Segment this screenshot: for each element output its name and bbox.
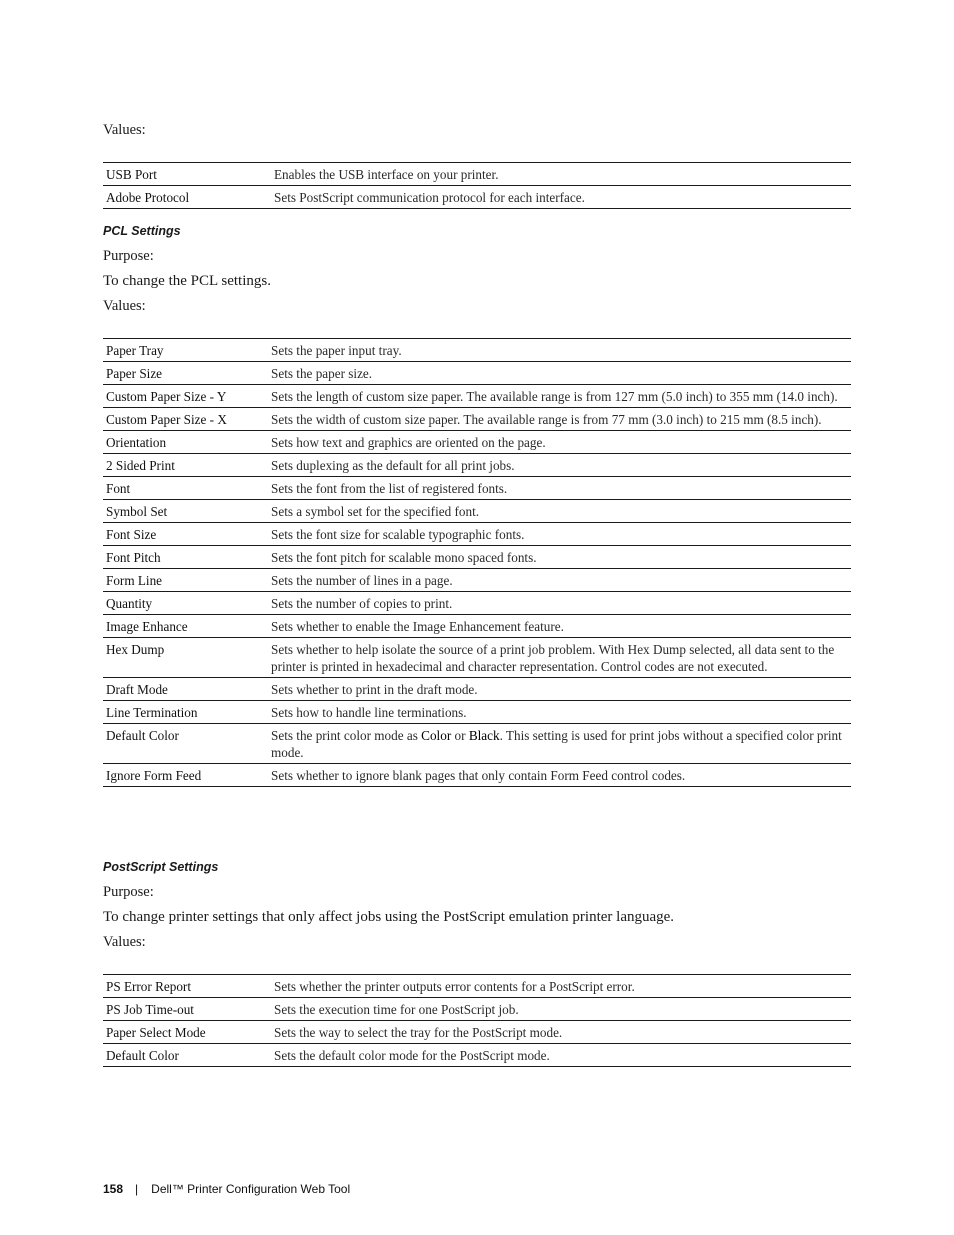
setting-description: Sets whether to help isolate the source of a print job problem. With Hex Dump selected, all data sent to the printer is printed in hexadecimal and character representation. Control codes are not executed. [271, 642, 835, 674]
setting-description: Sets how to handle line terminations. [271, 705, 467, 720]
setting-description: Sets the font from the list of registered fonts. [271, 481, 508, 496]
table-row [103, 454, 851, 477]
setting-name: Image Enhance [106, 619, 188, 634]
setting-description: Sets PostScript communication protocol for each interface. [274, 190, 585, 205]
setting-description: Sets the way to select the tray for the PostScript mode. [274, 1025, 563, 1040]
setting-description: Sets a symbol set for the specified font. [271, 504, 480, 519]
setting-description: Sets how text and graphics are oriented on the page. [271, 435, 546, 450]
setting-description: Sets whether to ignore blank pages that only contain Form Feed control codes. [271, 768, 686, 783]
postscript-purpose-label: Purpose: [103, 884, 154, 900]
setting-name: Paper Tray [106, 343, 164, 358]
setting-description: Sets whether to print in the draft mode. [271, 682, 478, 697]
setting-description: Sets the width of custom size paper. The available range is from 77 mm (3.0 inch) to 215 mm (8.5 inch). [271, 412, 822, 427]
setting-name: 2 Sided Print [106, 458, 175, 473]
setting-description [268, 724, 851, 764]
setting-description: Sets the font pitch for scalable mono spaced fonts. [271, 550, 537, 565]
table-row [103, 339, 851, 362]
setting-description: Sets the number of lines in a page. [271, 573, 453, 588]
description-text: or [451, 728, 469, 743]
table-row [103, 431, 851, 454]
pcl-purpose-label: Purpose: [103, 248, 154, 264]
setting-name: Default Color [106, 1048, 179, 1063]
table-row [103, 362, 851, 385]
setting-name: Default Color [106, 728, 179, 743]
setting-name: Ignore Form Feed [106, 768, 202, 783]
setting-name: Paper Size [106, 366, 163, 381]
setting-name: Font Size [106, 527, 157, 542]
pcl-values-label: Values: [103, 298, 146, 314]
setting-description: Sets duplexing as the default for all print jobs. [271, 458, 515, 473]
setting-name: Adobe Protocol [106, 190, 190, 205]
postscript-purpose-text: To change printer settings that only affect jobs using the PostScript emulation printer language. [103, 909, 675, 925]
setting-name: Line Termination [106, 705, 198, 720]
setting-name: Font Pitch [106, 550, 161, 565]
postscript-settings-heading: PostScript Settings [103, 860, 219, 874]
postscript-values-table [103, 974, 851, 1067]
setting-description: Sets the font size for scalable typographic fonts. [271, 527, 525, 542]
page-footer [103, 1181, 350, 1197]
table-row [103, 163, 851, 186]
postscript-values-label: Values: [103, 934, 146, 950]
setting-name: PS Error Report [106, 979, 191, 994]
table-row [103, 764, 851, 787]
setting-description: Sets whether to enable the Image Enhancement feature. [271, 619, 564, 634]
table-row [103, 523, 851, 546]
setting-description: Sets the paper size. [271, 366, 373, 381]
table-row [103, 678, 851, 701]
setting-description: Sets the length of custom size paper. The available range is from 127 mm (5.0 inch) to 355 mm (14.0 inch). [271, 389, 838, 404]
table-row [103, 615, 851, 638]
setting-name: Custom Paper Size - X [106, 412, 227, 427]
setting-description: Sets whether the printer outputs error contents for a PostScript error. [274, 979, 635, 994]
emphasis-term: Color [421, 728, 452, 743]
setting-name: USB Port [106, 167, 157, 182]
setting-name: Form Line [106, 573, 163, 588]
setting-name: Font [106, 481, 131, 496]
setting-name: Custom Paper Size - Y [106, 389, 227, 404]
table-row [103, 1021, 851, 1044]
pcl-settings-heading: PCL Settings [103, 224, 181, 238]
table-row [103, 546, 851, 569]
setting-name: Quantity [106, 596, 153, 611]
interface-values-table [103, 162, 851, 209]
setting-name: Draft Mode [106, 682, 168, 697]
description-text: . This setting is used for print jobs without a specified color print mode. [271, 728, 842, 760]
footer-title: Dell™ Printer Configuration Web Tool [151, 1182, 351, 1196]
table-row [103, 975, 851, 998]
table-row [103, 701, 851, 724]
footer-separator: | [135, 1182, 139, 1196]
table-row [103, 500, 851, 523]
setting-name: Hex Dump [106, 642, 165, 657]
setting-name: Orientation [106, 435, 167, 450]
description-text: Sets the print color mode as [271, 728, 422, 743]
setting-description: Sets the default color mode for the PostScript mode. [274, 1048, 550, 1063]
pcl-purpose-text: To change the PCL settings. [103, 273, 271, 289]
table-row [103, 385, 851, 408]
setting-description: Sets the number of copies to print. [271, 596, 453, 611]
emphasis-term: Black [468, 728, 500, 743]
setting-name: Symbol Set [106, 504, 168, 519]
pcl-values-table [103, 338, 851, 787]
table-row [103, 638, 851, 678]
table-row [103, 724, 851, 764]
setting-description: Sets the execution time for one PostScript job. [274, 1002, 519, 1017]
page-number: 158 [103, 1182, 124, 1196]
table-row [103, 592, 851, 615]
setting-name: Paper Select Mode [106, 1025, 206, 1040]
table-row [103, 186, 851, 209]
setting-description: Sets the paper input tray. [271, 343, 402, 358]
table-row [103, 998, 851, 1021]
setting-name: PS Job Time-out [106, 1002, 194, 1017]
setting-description: Enables the USB interface on your printer. [274, 167, 499, 182]
values-label: Values: [103, 122, 146, 138]
table-row [103, 477, 851, 500]
table-row [103, 408, 851, 431]
table-row [103, 569, 851, 592]
table-row [103, 1044, 851, 1067]
